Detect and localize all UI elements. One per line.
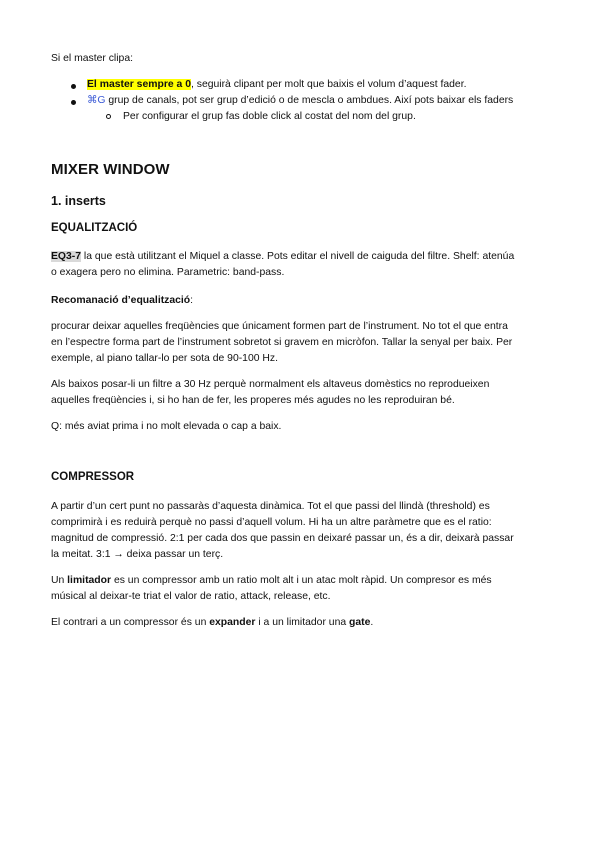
comp-para2-line2: músical al deixar-te triat el valor de ratio, attack, release, etc. bbox=[51, 591, 331, 602]
term-limitador: limitador bbox=[67, 575, 112, 586]
bullet-dot bbox=[71, 84, 76, 89]
intro-line: Si el master clipa: bbox=[51, 53, 133, 64]
heading-mixer-window: MIXER WINDOW bbox=[51, 161, 170, 178]
bullet-text: , seguirà clipant per molt que baixis el volum d’aquest fader. bbox=[190, 79, 467, 90]
sub-bullet-circle bbox=[106, 114, 111, 119]
term-expander: expander bbox=[209, 617, 256, 628]
eq-para2-line2: en l’espectre forma part de l’instrument sobretot si gravem en micròfon. Tallar la senyal per baix. Per bbox=[51, 337, 513, 348]
comp-para1-line1: A partir d’un cert punt no passaràs d’aquesta dinàmica. Tot el que passi del llindà (threshold) es bbox=[51, 501, 490, 512]
comp-para2-line1 bbox=[51, 572, 549, 589]
comp-para1-line4: la meitat. 3:1 → deixa passar un terç. bbox=[51, 549, 224, 560]
eq-para2-line1: procurar deixar aquelles freqüències que únicament formen part de l’instrument. No tot el que entra bbox=[51, 321, 508, 332]
comp-para3 bbox=[51, 614, 549, 631]
eq-text: la que està utilitzant el Miquel a classe. Pots editar el nivell de caiguda del filtre. Shelf: atenúa bbox=[81, 251, 515, 262]
comp-para3-mid: i a un limitador una bbox=[255, 617, 350, 628]
comp-para3-end: . bbox=[370, 617, 374, 628]
bullet-master bbox=[87, 76, 557, 93]
comp-para1-line3: magnitud de compressió. 2:1 per cada dos que passin en deixaré passar un, és a dir, deixarà passar bbox=[51, 533, 514, 544]
term-gate: gate bbox=[349, 617, 371, 628]
comp-para2-rest: es un compressor amb un ratio molt alt i un atac molt ràpid. Un compresor es més bbox=[111, 575, 492, 586]
heading-inserts: 1. inserts bbox=[51, 194, 106, 208]
bullet-text: grup de canals, pot ser grup d’edició o de mescla o ambdues. Així pots baixar els faders bbox=[105, 95, 514, 106]
shortcut-text: ⌘G bbox=[87, 95, 106, 106]
comp-para2-pre: Un bbox=[51, 575, 68, 586]
eq-paragraph-line1 bbox=[51, 248, 549, 265]
bullet-group bbox=[87, 92, 557, 109]
eq-reco-colon: : bbox=[190, 295, 194, 306]
heading-equalitzacio: EQUALITZACIÓ bbox=[51, 222, 138, 234]
eq-para2-line3: exemple, al piano tallar-lo per sota de 90-100 Hz. bbox=[51, 353, 278, 364]
heading-compressor: COMPRESSOR bbox=[51, 471, 135, 483]
comp-para3-pre: El contrari a un compressor és un bbox=[51, 617, 210, 628]
eq-reco-bold: Recomanació d’equalització bbox=[51, 295, 191, 306]
eq-para3-line1: Als baixos posar-li un filtre a 30 Hz perquè normalment els altaveus domèstics no reprodueixen bbox=[51, 379, 490, 390]
highlighted-text: El master sempre a 0 bbox=[87, 79, 191, 90]
eq-tag: EQ3-7 bbox=[51, 251, 82, 262]
sub-bullet-config: Per configurar el grup fas doble click al costat del nom del grup. bbox=[123, 111, 416, 122]
eq-q-line: Q: més aviat prima i no molt elevada o cap a baix. bbox=[51, 421, 282, 432]
bullet-dot bbox=[71, 100, 76, 105]
eq-para3-line2: aquelles freqüències i, si ho han de fer, les properes més agudes no les reproduiran bé. bbox=[51, 395, 455, 406]
comp-para1-line2: comprimirà i es reduirà perquè no passi d’aquell volum. Hi ha un altre paràmetre que es el ratio: bbox=[51, 517, 492, 528]
eq-paragraph-line2: o exagera pero no elimina. Parametric: band-pass. bbox=[51, 267, 285, 278]
eq-recommendation-label bbox=[51, 292, 549, 309]
